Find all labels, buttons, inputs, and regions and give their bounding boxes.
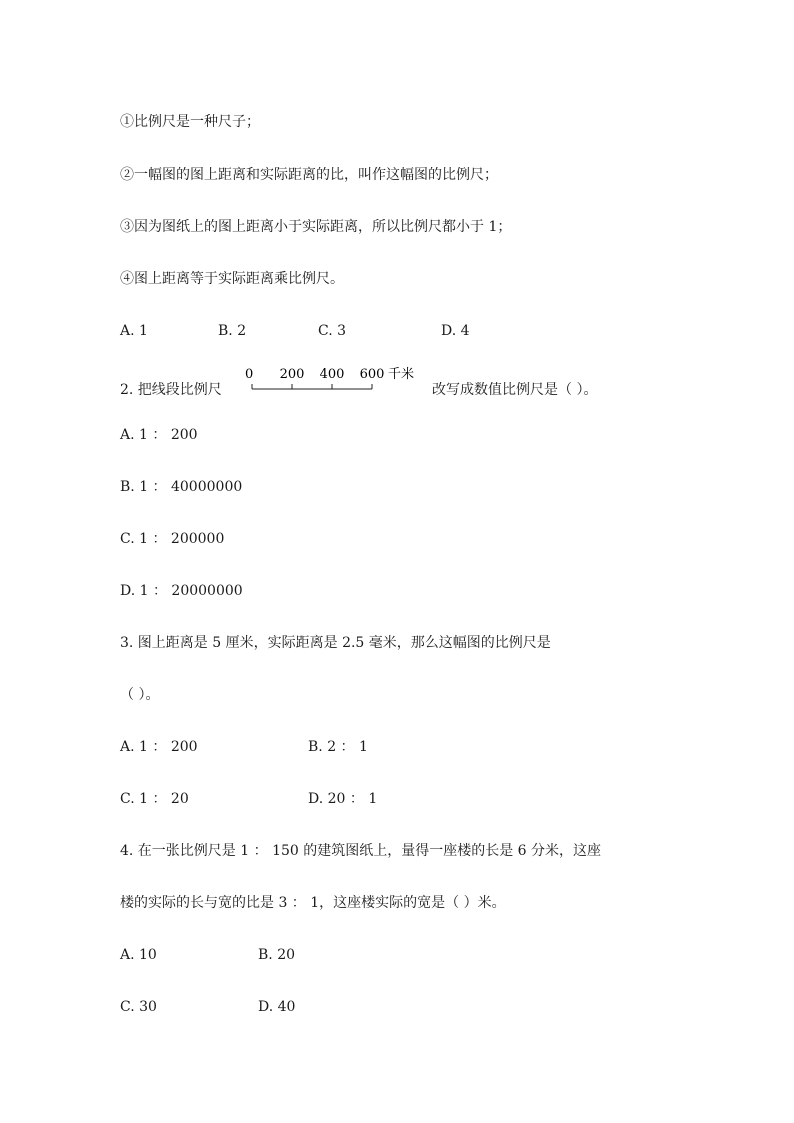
q4-stem-line-1: 4. 在一张比例尺是 1 ： 150 的建筑图纸上，量得一座楼的长是 6 分米，这座 — [120, 843, 602, 859]
line-segment-scale — [245, 360, 425, 400]
scale-label-200: 200 — [279, 367, 305, 382]
scale-label-600: 600 — [359, 367, 385, 382]
q4-option-b: B. 20 — [258, 947, 296, 963]
scale-unit: 千米 — [388, 367, 415, 382]
q4-option-d: D. 40 — [258, 999, 296, 1015]
q2-stem-after: 改写成数值比例尺是（ ）。 — [432, 382, 598, 398]
q2-stem-before: 2. 把线段比例尺 — [120, 382, 222, 398]
statement-4: ④图上距离等于实际距离乘比例尺。 — [120, 271, 344, 287]
statement-1: ①比例尺是一种尺子； — [120, 114, 260, 130]
q4-option-a: A. 10 — [120, 947, 157, 963]
q3-stem-line-2: （ ）。 — [120, 687, 160, 703]
q2-option-a: A. 1 ： 200 — [120, 427, 198, 443]
q1-option-a: A. 1 — [120, 323, 148, 339]
q2-option-d: D. 1 ： 20000000 — [120, 583, 243, 599]
q1-option-c: C. 3 — [318, 323, 347, 339]
q2-option-c: C. 1 ： 200000 — [120, 531, 225, 547]
q3-option-c: C. 1 ： 20 — [120, 791, 189, 807]
statement-2: ②一幅图的图上距离和实际距离的比，叫作这幅图的比例尺； — [120, 167, 498, 183]
statement-3: ③因为图纸上的图上距离小于实际距离，所以比例尺都小于 1； — [120, 219, 512, 235]
scale-label-400: 400 — [319, 367, 345, 382]
q3-option-a: A. 1 ： 200 — [120, 739, 198, 755]
q3-stem-line-1: 3. 图上距离是 5 厘米，实际距离是 2.5 毫米，那么这幅图的比例尺是 — [120, 635, 551, 651]
q1-option-b: B. 2 — [218, 323, 247, 339]
q2-option-b: B. 1 ： 40000000 — [120, 479, 243, 495]
q4-stem-line-2: 楼的实际的长与宽的比是 3 ： 1，这座楼实际的宽是（ ）米。 — [120, 895, 506, 911]
q3-option-b: B. 2 ： 1 — [308, 739, 368, 755]
scale-label-0: 0 — [245, 367, 254, 382]
q1-option-d: D. 4 — [441, 323, 470, 339]
q4-option-c: C. 30 — [120, 999, 157, 1015]
q3-option-d: D. 20 ： 1 — [308, 791, 378, 807]
